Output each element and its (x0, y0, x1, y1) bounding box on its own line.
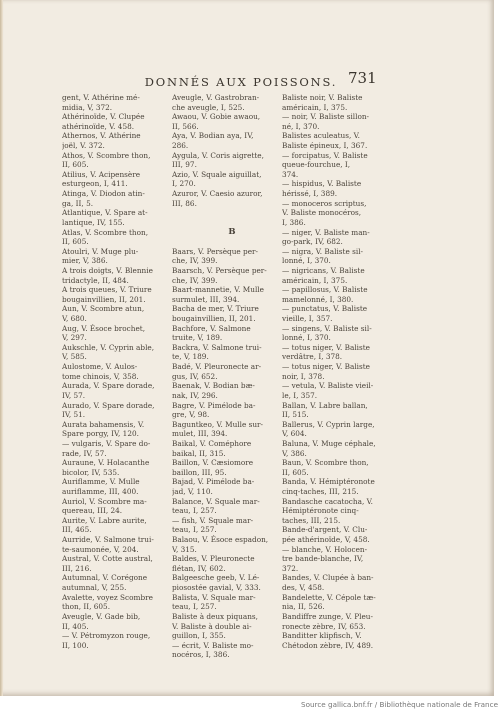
index-line: thon, II, 605. (62, 602, 111, 612)
index-line: cinq-taches, III, 215. (282, 486, 359, 496)
index-line: — écrit, V. Baliste mo- (172, 640, 254, 650)
index-line: Aug, V. Ésoce brochet, (62, 323, 146, 333)
index-line: esturgeon, I, 411. (62, 179, 128, 189)
index-line: Baguntkeo, V. Mulle sur- (172, 419, 263, 429)
index-line: Bandiffre zunge, V. Pleu- (282, 611, 373, 621)
page-gutter-shadow (0, 0, 3, 696)
index-line: I, 270. (172, 179, 196, 189)
index-column-1 (62, 93, 182, 650)
index-line: V. Baliste monocéros, (282, 208, 362, 218)
index-line: Aurado, V. Spare dorade, (62, 400, 155, 410)
index-line: — nigricans, V. Baliste (282, 265, 365, 275)
index-line: quereau, III, 24. (62, 506, 123, 516)
index-line: — vetula, V. Baliste vieil- (282, 381, 374, 391)
index-line: A trois doigts, V. Blennie (62, 265, 153, 275)
index-line: Baikal, V. Coméphore (172, 438, 252, 448)
index-line: Aukschle, V. Cyprin able, (62, 342, 155, 352)
index-line: te, V, 189. (172, 352, 209, 362)
index-line: Athérinoïde, V. Clupée (62, 112, 145, 122)
index-line: III, 86. (172, 198, 197, 208)
index-line: V, 680. (62, 314, 87, 324)
index-line: Backra, V. Salmone trui- (172, 342, 262, 352)
index-line: Bacha de mer, V. Triure (172, 304, 259, 314)
index-line: joël, V. 372. (62, 141, 105, 151)
index-line: Baliste noir, V. Baliste (282, 93, 363, 102)
index-line: vieille, I, 357. (282, 314, 333, 324)
index-line: teau, I, 257. (172, 602, 217, 612)
index-line: auriflamme, III, 400. (62, 486, 139, 496)
source-credit[interactable]: Source gallica.bnf.fr / Bibliothèque nationale de France (301, 700, 498, 709)
index-line: — singens, V. Baliste sil- (282, 323, 372, 333)
index-line: Banda, V. Hémiptéronote (282, 477, 375, 487)
index-line: Aveugle, V. Gade bib, (62, 611, 141, 621)
index-line: le, I, 357. (282, 390, 318, 400)
index-line: Aurata bahamensis, V. (62, 419, 145, 429)
index-line: Auraune, V. Holacanthe (62, 458, 150, 468)
index-line: flétan, IV, 602. (172, 563, 226, 573)
index-line: Ballerus, V. Cyprin large, (282, 419, 375, 429)
index-line: Banditter klipfisch, V. (282, 631, 362, 641)
index-line: V, 604. (282, 429, 307, 439)
index-line: Avalette, voyez Scombre (62, 592, 153, 602)
index-line: Chétodon zèbre, IV, 489. (282, 640, 374, 650)
index-line: Atinga, V. Diodon atin- (62, 189, 145, 199)
page-number: 731 (348, 69, 377, 87)
index-line: Aya, V. Bodian aya, IV, (172, 131, 254, 141)
index-line: Baarsch, V. Persèque per- (172, 265, 267, 275)
index-line: gent, V. Athérine mé- (62, 93, 140, 102)
index-line: tre bande-blanche, IV, (282, 554, 364, 564)
index-line: — punctatus, V. Baliste (282, 304, 368, 314)
index-line: Baliste épineux, I, 367. (282, 141, 368, 151)
index-line: — totus niger, V. Baliste (282, 342, 370, 352)
index-line: Baart-mannetie, V. Mulle (172, 285, 264, 295)
index-line: bicolor, IV, 535. (62, 467, 120, 477)
index-line: Athernos, V. Athérine (62, 131, 141, 141)
index-line: II, 100. (62, 640, 89, 650)
index-line: teau, I, 257. (172, 506, 217, 516)
index-line: américain, I, 375. (282, 275, 348, 285)
index-line: IV, 51. (62, 410, 86, 420)
index-line: Bachfore, V. Salmone (172, 323, 251, 333)
index-column-3 (282, 93, 410, 650)
index-line: II, 405. (62, 621, 89, 631)
index-line: Aun, V. Scombre atun, (62, 304, 145, 314)
index-line: 286. (172, 141, 189, 151)
index-line: lonné, I, 370. (282, 256, 331, 266)
index-line: piosostée gavial, V, 333. (172, 583, 261, 593)
index-line: ronecte zèbre, IV, 653. (282, 621, 366, 631)
index-line: gre, V, 98. (172, 410, 210, 420)
index-line: — papillosus, V. Baliste (282, 285, 368, 295)
index-line (172, 237, 292, 247)
index-line: Bande-d'argent, V. Clu- (282, 525, 368, 535)
index-line: V, 386. (282, 448, 307, 458)
index-column-2 (172, 93, 292, 660)
index-line: go-park, IV, 682. (282, 237, 343, 247)
index-line: Azuror, V. Caesio azuror, (172, 189, 263, 199)
index-line: Baillon, V. Cæsiomore (172, 458, 254, 468)
index-line: taches, III, 215. (282, 515, 341, 525)
index-line: Auriflamme, V. Mulle (62, 477, 140, 487)
index-line: II, 605. (282, 467, 309, 477)
index-line: Balistes aculeatus, V. (282, 131, 360, 141)
index-line: Azio, V. Squale aiguillat, (172, 169, 262, 179)
index-line: lantique, IV, 155. (62, 217, 125, 227)
index-line: V, 297. (62, 333, 87, 343)
index-line: III, 97. (172, 160, 197, 170)
index-line: ga, II, 5. (62, 198, 94, 208)
index-line: Balista, V. Squale mar- (172, 592, 256, 602)
index-line: — hispidus, V. Baliste (282, 179, 362, 189)
index-line: — noir, V. Baliste sillon- (282, 112, 369, 122)
index-line: truite, V, 189. (172, 333, 223, 343)
index-line: Aveugle, V. Gastrobran- (172, 93, 260, 102)
index-line: queue-fourchue, I, (282, 160, 351, 170)
index-line: Autumnal, V. Corégone (62, 573, 148, 583)
index-line: nocéros, I, 386. (172, 650, 230, 660)
index-line: Spare porgy, IV, 120. (62, 429, 139, 439)
index-line: Atlas, V. Scombre thon, (62, 227, 149, 237)
index-line: Aurite, V. Labre aurite, (62, 515, 147, 525)
index-line: — forcipatus, V. Baliste (282, 150, 368, 160)
index-line: Balgeesche geeb, V. Lé- (172, 573, 260, 583)
index-line: IV, 57. (62, 390, 86, 400)
index-line: V, 585. (62, 352, 87, 362)
index-line: — totus niger, V. Baliste (282, 362, 370, 372)
index-line: des, V, 458. (282, 583, 325, 593)
index-line: surmulet, III, 394. (172, 294, 240, 304)
index-line: Baliste à deux piquans, (172, 611, 258, 621)
index-line: Atoulri, V. Muge plu- (62, 246, 139, 256)
index-line: III, 216. (62, 563, 92, 573)
index-line: gus, IV, 652. (172, 371, 218, 381)
index-line: Bagre, V. Pimélode ba- (172, 400, 256, 410)
index-line: che, IV, 399. (172, 256, 218, 266)
index-line: Baars, V. Persèque per- (172, 246, 258, 256)
index-line: né, I, 370. (282, 121, 320, 131)
index-line: — monoceros scriptus, (282, 198, 367, 208)
index-line: Aulostome, V. Aulos- (62, 362, 138, 372)
running-header: DONNÉS AUX POISSONS. (144, 75, 338, 89)
index-line: Badé, V. Pleuronecte ar- (172, 362, 262, 372)
index-line: — fish, V. Squale mar- (172, 515, 254, 525)
index-line: verdâtre, I, 378. (282, 352, 343, 362)
index-line: Hémiptéronote cinq- (282, 506, 359, 516)
index-line: nia, II, 526. (282, 602, 325, 612)
index-line: A trois queues, V. Triure (62, 285, 152, 295)
index-line: Aurada, V. Spare dorade, (62, 381, 155, 391)
index-line (172, 208, 292, 218)
index-line: Atilius, V. Acipensère (62, 169, 141, 179)
index-line: Bajad, V. Pimélode ba- (172, 477, 255, 487)
index-line: midia, V, 372. (62, 102, 113, 112)
index-line: II, 605. (62, 237, 89, 247)
index-line: Ballan, V. Labre ballan, (282, 400, 368, 410)
index-line: Baun, V. Scombre thon, (282, 458, 369, 468)
index-line: tome chinois, V, 358. (62, 371, 139, 381)
index-line: III, 465. (62, 525, 92, 535)
index-line: athérinoïde, V. 458. (62, 121, 135, 131)
index-line: — blanche, V. Holocen- (282, 544, 368, 554)
index-line: guillon, I, 355. (172, 631, 226, 641)
index-line: baillon, III, 95. (172, 467, 227, 477)
index-line: rade, IV, 57. (62, 448, 107, 458)
index-line: Balaou, V. Ésoce espadon, (172, 535, 269, 545)
index-line: Baluna, V. Muge céphale, (282, 438, 376, 448)
index-line: bougainvillien, II, 201. (62, 294, 146, 304)
index-line: Atlantique, V. Spare at- (62, 208, 148, 218)
index-line: Balance, V. Squale mar- (172, 496, 260, 506)
index-line: 372. (282, 563, 299, 573)
index-line: Awaou, V. Gobie awaou, (172, 112, 261, 122)
index-line: autumnal, V, 255. (62, 583, 127, 593)
index-line: Bandes, V. Clupée à ban- (282, 573, 374, 583)
index-line: Bandelette, V. Cépole tæ- (282, 592, 376, 602)
index-line: Aygula, V. Coris aigrette, (172, 150, 264, 160)
index-line: baikal, II, 315. (172, 448, 226, 458)
index-line: pée athérinoïde, V, 458. (282, 535, 370, 545)
index-line: II, 566. (172, 121, 199, 131)
index-line: lonné, I, 370. (282, 333, 331, 343)
index-line: che aveugle, I, 525. (172, 102, 245, 112)
index-line: V. Baliste à double ai- (172, 621, 252, 631)
index-line: mamelonné, I, 380. (282, 294, 354, 304)
index-line: noir, I, 378. (282, 371, 325, 381)
index-line: Baldes, V. Pleuronecte (172, 554, 255, 564)
index-line: nak, IV, 296. (172, 390, 218, 400)
index-line: mulet, III, 394. (172, 429, 228, 439)
index-line: Aurride, V. Salmone trui- (62, 535, 154, 545)
index-line: V, 315. (172, 544, 197, 554)
index-line: Athos, V. Scombre thon, (62, 150, 151, 160)
index-line: mier, V, 386. (62, 256, 108, 266)
index-line: américain, I, 375. (282, 102, 348, 112)
index-line: hérissé, I, 389. (282, 189, 338, 199)
index-line: Austral, V. Cotte austral, (62, 554, 153, 564)
index-line: — niger, V. Baliste man- (282, 227, 370, 237)
index-line: bougainvillien, II, 201. (172, 314, 256, 324)
index-line: tridactyle, II, 484. (62, 275, 129, 285)
section-letter: B (228, 226, 236, 237)
index-line: 374. (282, 169, 299, 179)
index-line: II, 605. (62, 160, 89, 170)
index-line: I, 386. (282, 217, 306, 227)
index-line: che, IV, 399. (172, 275, 218, 285)
index-line: II, 515. (282, 410, 309, 420)
index-line: teau, I, 257. (172, 525, 217, 535)
index-line: Bandasche cacatocha, V. (282, 496, 373, 506)
index-line: te-saumonée, V, 204. (62, 544, 139, 554)
index-line: — nigra, V. Baliste sil- (282, 246, 364, 256)
index-line: — V. Pétromyzon rouge, (62, 631, 151, 641)
index-line: jad, V, 110. (172, 486, 213, 496)
index-line: — vulgaris, V. Spare do- (62, 438, 151, 448)
index-line: Auriol, V. Scombre ma- (62, 496, 147, 506)
index-line: Baenak, V. Bodian bæ- (172, 381, 255, 391)
